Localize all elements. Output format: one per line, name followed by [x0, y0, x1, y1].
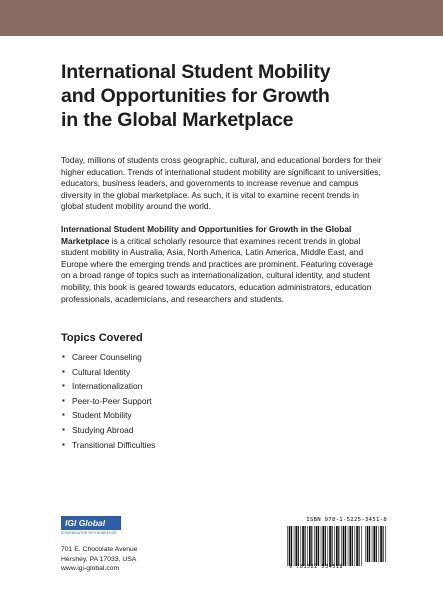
topics-list — [61, 350, 155, 452]
topics-heading: Topics Covered — [61, 332, 143, 344]
barcode-bar — [295, 526, 297, 566]
barcode-bar — [361, 526, 362, 566]
logo-tagline: DISSEMINATOR OF KNOWLEDGE — [61, 531, 117, 535]
address-line: Hershey, PA 17033, USA — [61, 555, 137, 563]
book-title-bold: International Student Mobility and Opportunities for Growth in the Global Marketplace — [61, 224, 352, 246]
barcode-bar — [338, 526, 339, 566]
barcode-bar — [343, 526, 345, 566]
bullet-icon: ▪ — [62, 395, 65, 405]
barcode-bar — [294, 526, 295, 566]
main-barcode-icon — [287, 526, 363, 566]
bullet-icon: ▪ — [62, 410, 65, 420]
barcode-bar — [291, 526, 292, 566]
barcode-bar — [302, 526, 304, 566]
title-line: in the Global Marketplace — [61, 109, 294, 131]
isbn-barcode — [287, 517, 387, 575]
publisher-address — [61, 545, 138, 574]
list-item — [61, 350, 155, 365]
publisher-logo — [61, 516, 121, 536]
topic-label: Studying Abroad — [72, 424, 134, 435]
book-title — [61, 60, 383, 132]
intro-paragraph: Today, millions of students cross geographic, cultural, and educational borders for their higher education. Trends of international student mobility are significant to universities, educators, business leaders, and governments to increase revenue and campus diversity in the global marketplace. As such, it is vital to examine recent trends in global student mobility around the world. — [61, 155, 382, 212]
barcode-bar — [379, 526, 380, 562]
list-item — [61, 365, 155, 380]
isbn-label: ISBN 978-1-5225-3451-8 — [306, 517, 387, 523]
barcode-bar — [325, 526, 326, 566]
barcode-bar — [359, 526, 360, 566]
barcode-bar — [334, 526, 335, 566]
barcode-bar — [367, 526, 369, 562]
barcode-bar — [305, 526, 306, 566]
bullet-icon: ▪ — [62, 381, 65, 391]
barcode-bar — [365, 526, 366, 562]
bullet-icon: ▪ — [62, 366, 65, 376]
barcode-bar — [328, 526, 329, 566]
address-line: 701 E. Chocolate Avenue — [61, 546, 138, 553]
barcode-bar — [316, 526, 318, 566]
barcode-bar — [298, 526, 299, 566]
barcode-digits: 9 781522 534518 — [289, 564, 344, 570]
list-item — [61, 379, 155, 394]
website-link: www.igi-global.com — [61, 565, 120, 572]
bullet-icon: ▪ — [62, 352, 65, 361]
barcode-bar — [336, 526, 338, 566]
barcode-bar — [311, 526, 312, 566]
title-line: and Opportunities for Growth — [61, 85, 330, 107]
list-item — [61, 408, 155, 423]
bullet-icon: ▪ — [62, 424, 65, 434]
barcode-bar — [318, 526, 319, 566]
barcode-bar — [345, 526, 346, 566]
topic-label: Transitional Difficulties — [72, 439, 156, 450]
barcode-bar — [372, 526, 373, 562]
top-color-band — [0, 0, 443, 36]
title-line: International Student Mobility — [61, 61, 331, 83]
description-text: is a critical scholarly resource that examines recent trends in global student mobility in Australia, Asia, North America, Latin America, Middle East, and Europe where the emerging trends and practices are prominent. Featuring coverage on a broad range of topics such as internationalization, cultural identity, and student mobility, this book is geared towards educators, education administrators, education professionals, academicians, and researchers and students. — [61, 235, 373, 304]
barcode-bar — [380, 526, 382, 562]
barcode-bar — [356, 526, 358, 566]
barcode-bars — [287, 526, 387, 566]
barcode-bar — [301, 526, 302, 566]
topic-label: Student Mobility — [72, 410, 132, 421]
list-item — [61, 423, 155, 438]
topic-label: Peer-to-Peer Support — [72, 395, 152, 406]
back-cover-content — [61, 60, 383, 450]
addon-barcode-icon — [365, 526, 387, 562]
list-item — [61, 438, 155, 453]
barcode-bar — [348, 526, 349, 566]
barcode-bar — [369, 526, 370, 562]
list-item — [61, 394, 155, 409]
topic-label: Cultural Identity — [72, 366, 131, 377]
barcode-bar — [287, 526, 288, 566]
topic-label: Internationalization — [72, 381, 143, 392]
barcode-bar — [332, 526, 333, 566]
bullet-icon: ▪ — [62, 439, 65, 449]
barcode-bar — [385, 526, 386, 562]
barcode-bar — [349, 526, 351, 566]
barcode-bar — [355, 526, 356, 566]
barcode-bar — [352, 526, 353, 566]
topic-label: Career Counseling — [72, 352, 142, 362]
barcode-bar — [383, 526, 384, 562]
barcode-bar — [289, 526, 291, 566]
logo-wordmark: IGI Global — [61, 516, 121, 530]
barcode-bar — [341, 526, 342, 566]
barcode-bar — [307, 526, 308, 566]
barcode-bar — [376, 526, 377, 562]
barcode-bar — [329, 526, 331, 566]
barcode-bar — [314, 526, 315, 566]
barcode-bar — [309, 526, 311, 566]
description-paragraph — [61, 224, 383, 305]
barcode-bar — [373, 526, 375, 562]
barcode-bar — [322, 526, 324, 566]
barcode-bar — [321, 526, 322, 566]
